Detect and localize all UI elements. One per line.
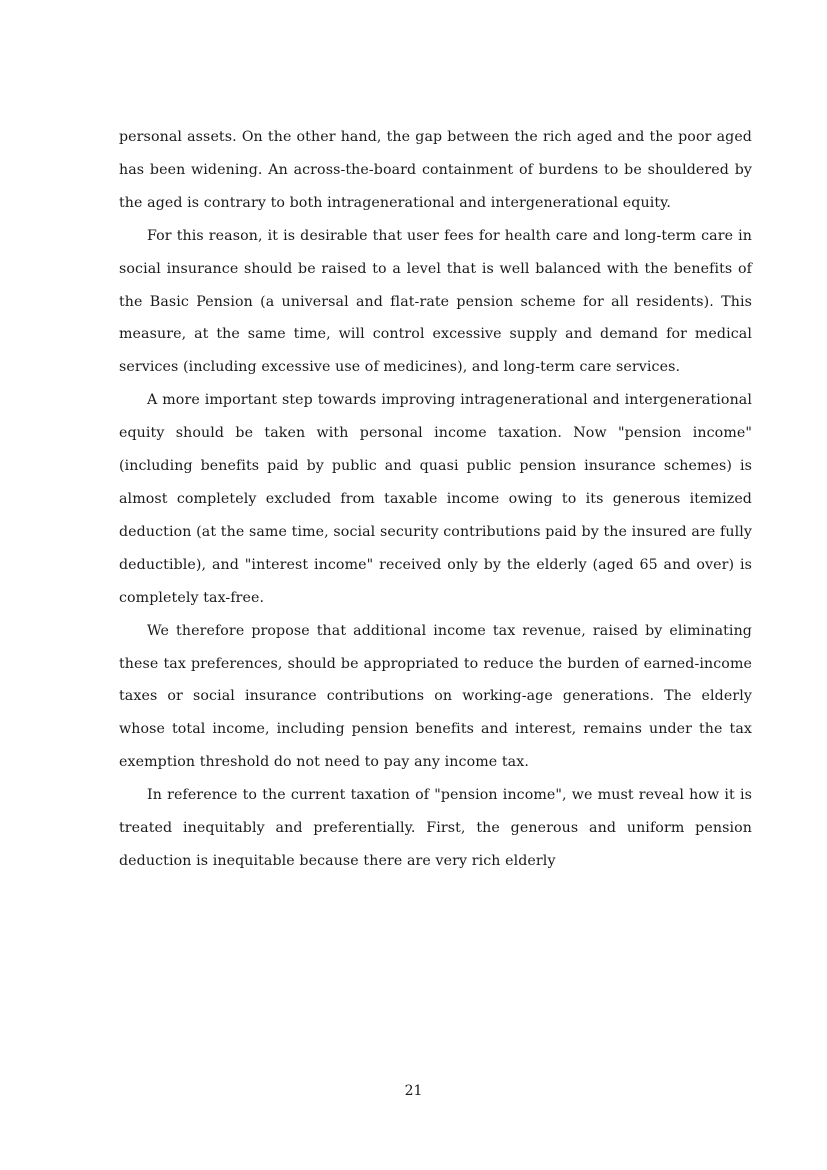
paragraph-1: personal assets. On the other hand, the gap between the rich aged and the poor aged has been widening. An across-the-board containment of burdens to be shouldered by the aged is contrary to both intragenerational and intergenerational equity. bbox=[119, 129, 752, 211]
paragraph-2: For this reason, it is desirable that user fees for health care and long-term care in social insurance should be raised to a level that is well balanced with the benefits of the Basic Pension (a universal and flat-rate pension scheme for all residents). This measure, at the same time, will control excessive supply and demand for medical services (including excessive use of medicines), and long-term care services. bbox=[119, 227, 752, 376]
paragraph-5: In reference to the current taxation of "pension income", we must reveal how it is treated inequitably and preferentially. First, the generous and uniform pension deduction is inequitable because there are very rich elderly bbox=[119, 787, 752, 869]
document-body bbox=[119, 121, 752, 878]
page-number: 21 bbox=[404, 1083, 423, 1099]
paragraph-3: A more important step towards improving intragenerational and intergenerational equity should be taken with personal income taxation. Now "pension income" (including benefits paid by public and quasi public pension insurance schemes) is almost completely excluded from taxable income owing to its generous itemized deduction (at the same time, social security contributions paid by the insured are fully deductible), and "interest income" received only by the elderly (aged 65 and over) is completely tax-free. bbox=[119, 392, 752, 606]
paragraph-4: We therefore propose that additional income tax revenue, raised by eliminating these tax preferences, should be appropriated to reduce the burden of earned-income taxes or social insurance contributions on working-age generations. The elderly whose total income, including pension benefits and interest, remains under the tax exemption threshold do not need to pay any income tax. bbox=[119, 622, 752, 771]
